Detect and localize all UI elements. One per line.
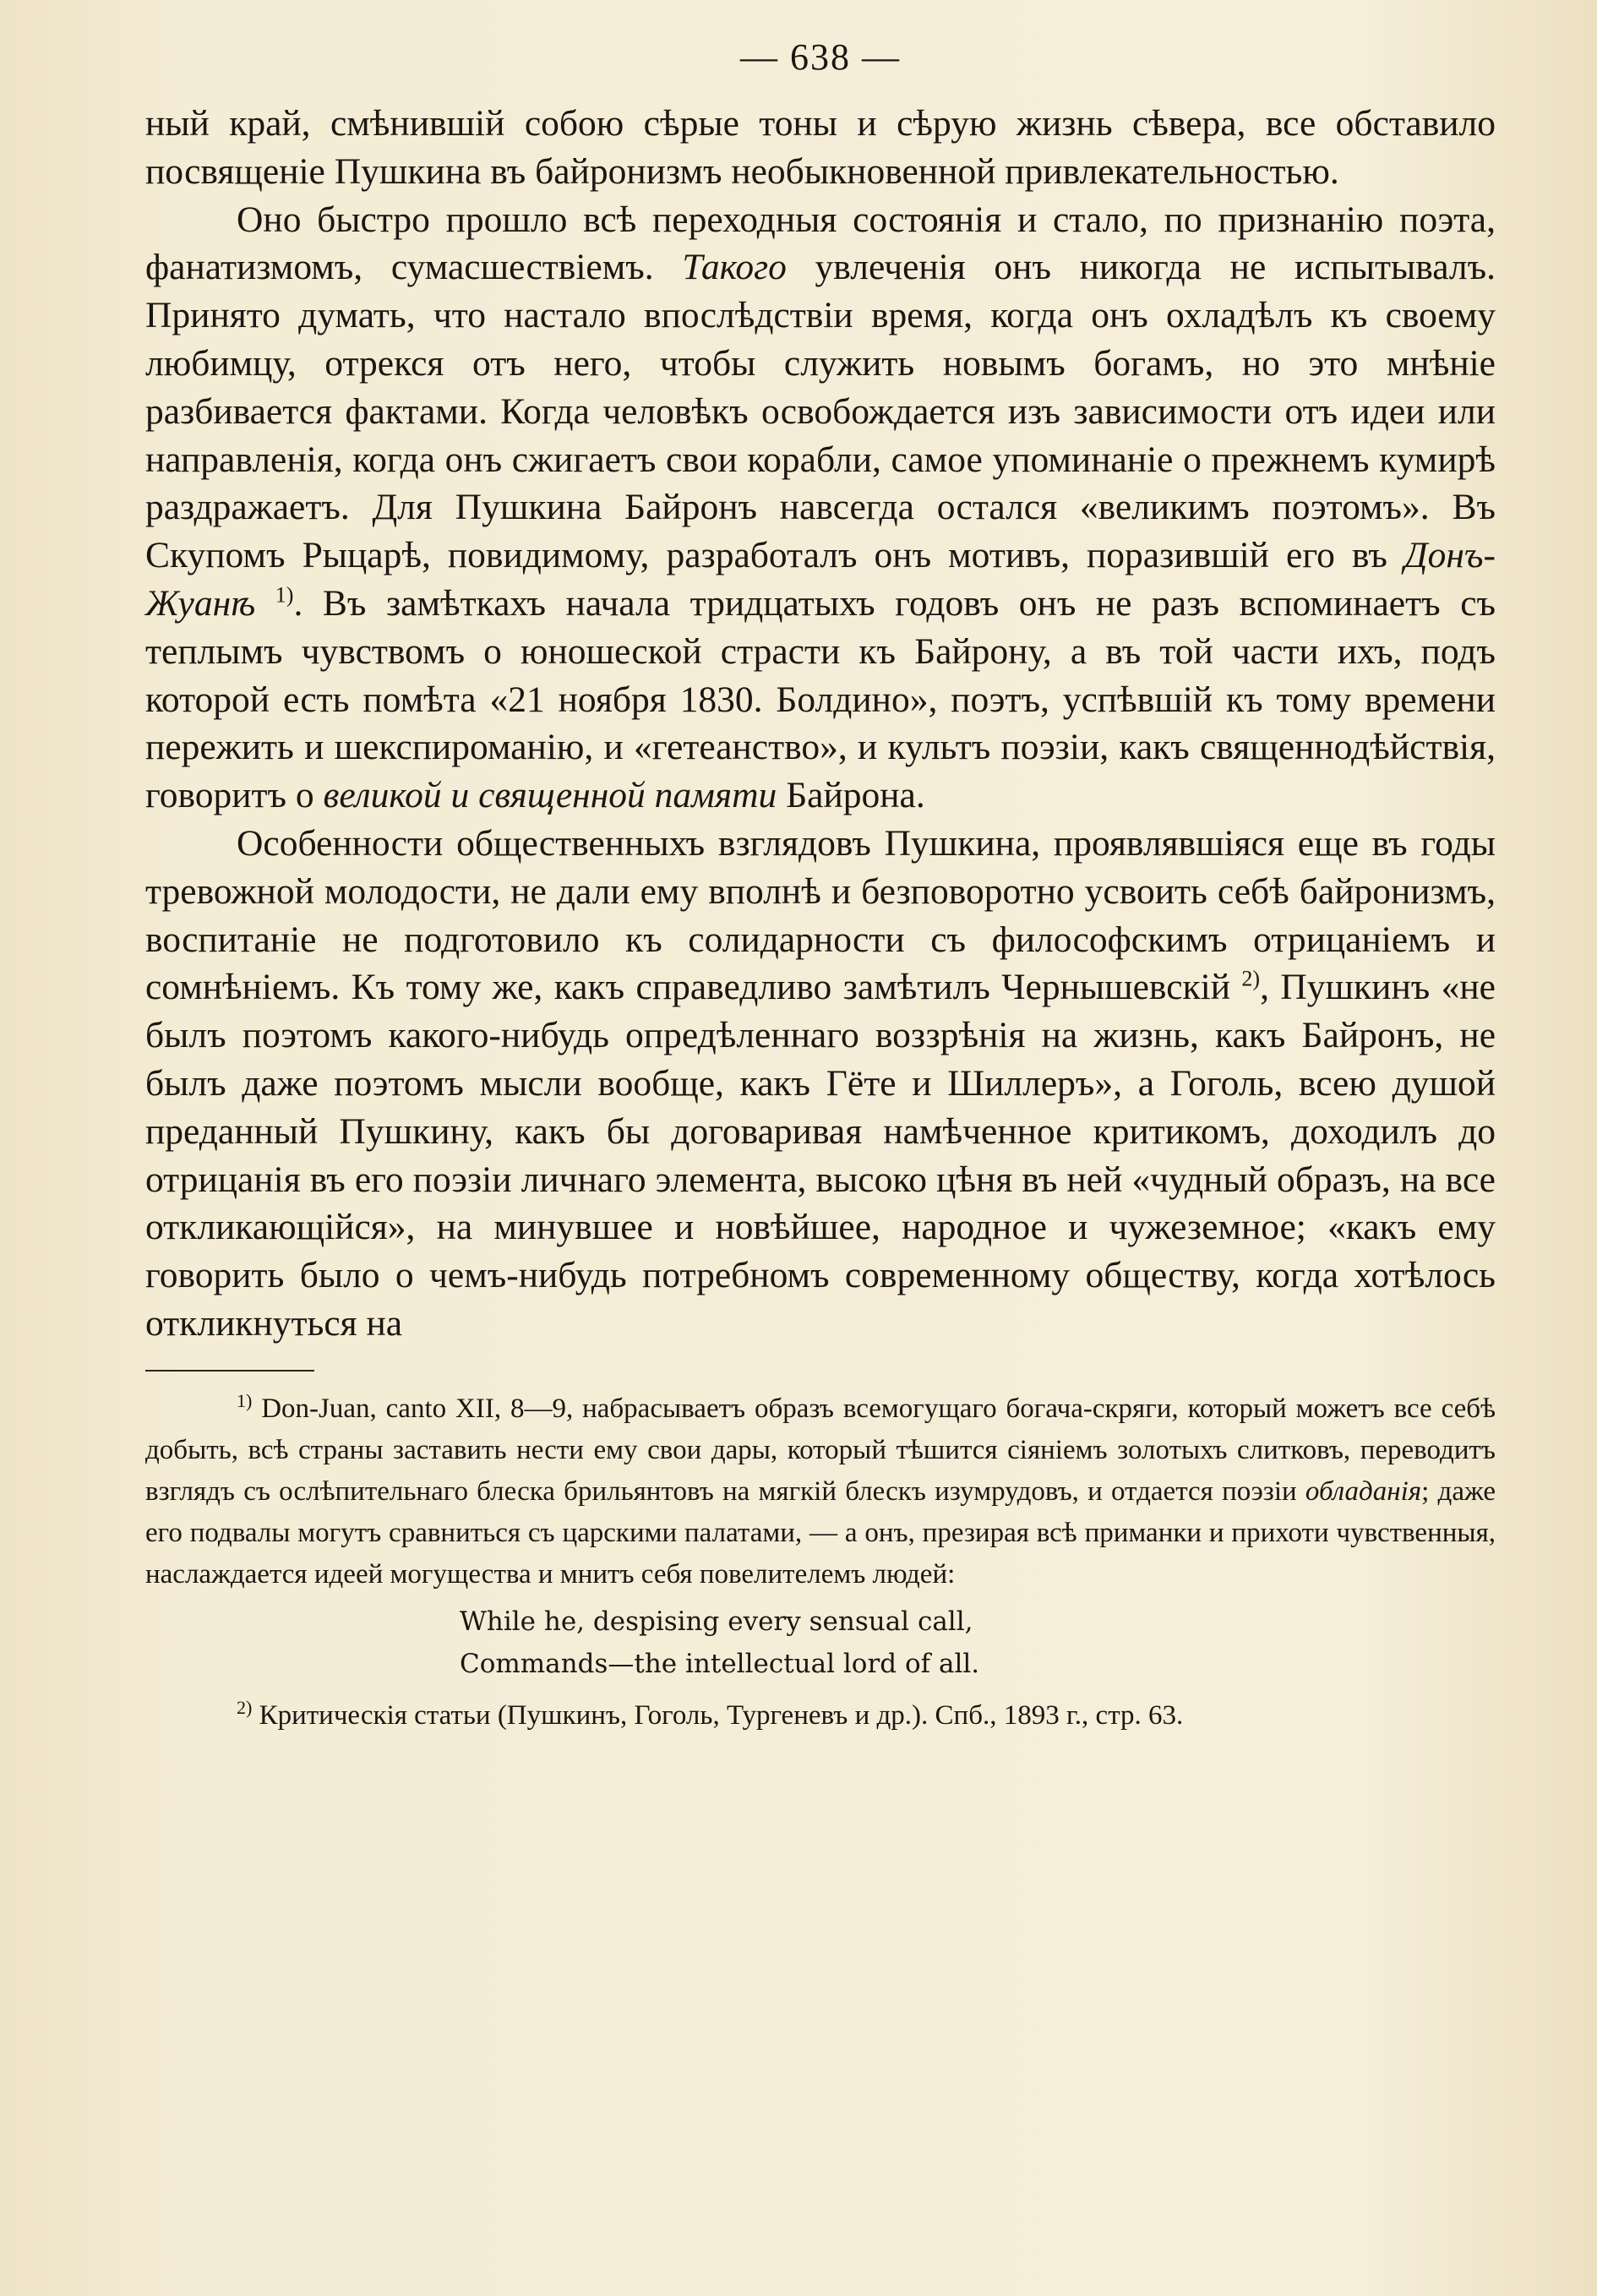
text-run: Оно быстро прошло всѣ переходныя состоянія и стало, по признанію поэта, фанатизмомъ, сумасшествіемъ. xyxy=(145,199,1496,288)
footnote-2-text: Критическія статьи (Пушкинъ, Гоголь, Тургеневъ и др.). Спб., 1893 г., стр. 63. xyxy=(252,1699,1184,1731)
paragraph-2 xyxy=(145,196,1496,820)
footnote-reference: 1) xyxy=(275,582,294,608)
footnote-2 xyxy=(145,1695,1496,1737)
footnote-1 xyxy=(145,1388,1496,1595)
footnote-1-quote xyxy=(460,1601,1496,1685)
paragraph-3 xyxy=(145,820,1496,1348)
footnotes xyxy=(145,1388,1496,1737)
main-text xyxy=(145,100,1496,1348)
text-run: Особенности общественныхъ взглядовъ Пушкина, проявлявшіяся еще въ годы тревожной молодости, не дали ему вполнѣ и безповоротно усвоить себѣ байронизмъ, воспитаніе не подготовило къ солидарности съ философскимъ отрицаніемъ и сомнѣніемъ. Къ тому же, какъ справедливо замѣтилъ Чернышевскій xyxy=(145,822,1496,1008)
page-number: — 638 — xyxy=(740,36,901,78)
footnote-2-mark: 2) xyxy=(237,1696,253,1718)
text-run: ный край, смѣнившій собою сѣрые тоны и сѣрую жизнь сѣвера, все обставило посвященіе Пушкина въ байронизмъ необыкновенной привлекательностью. xyxy=(145,103,1496,192)
paragraph-1 xyxy=(145,100,1496,196)
italic-text: обладанія xyxy=(1305,1475,1422,1507)
quote-line-2: Commands—the intellectual lord of all. xyxy=(460,1648,980,1679)
quote-line-1: While he, despising every sensual call, xyxy=(460,1606,973,1637)
footnote-reference: 2) xyxy=(1241,966,1261,991)
footnote-1-mark: 1) xyxy=(237,1389,253,1411)
text-run: Don-Juan, canto XII, 8—9, набрасываетъ образъ всемогущаго богача-скряги, который можетъ все себѣ добыть, всѣ страны заставить нести ему свои дары, который тѣшится сіяніемъ золотыхъ слитковъ, переводитъ взглядъ съ ослѣпительнаго блеска брильянтовъ на мягкій блескъ изумрудовъ, и отдается поэзіи xyxy=(145,1393,1496,1507)
text-run xyxy=(255,583,275,624)
footnote-divider xyxy=(145,1370,314,1372)
text-run: , Пушкинъ «не былъ поэтомъ какого-нибудь опредѣленнаго воззрѣнія на жизнь, какъ Байронъ, не былъ даже поэтомъ мысли вообще, какъ Гёте и Шиллеръ», а Гоголь, всею душой преданный Пушкину, какъ бы договаривая намѣченное критикомъ, доходилъ до отрицанія въ его поэзіи личнаго элемента, высоко цѣня въ ней «чудный образъ, на все откликающійся», на минувшее и новѣйшее, народное и чужеземное; «какъ ему говорить было о чемъ-нибудь потребномъ современному обществу, когда хотѣлось откликнуться на xyxy=(145,967,1496,1344)
text-run: ; даже его подвалы могутъ сравниться съ царскими палатами, — а онъ, презирая всѣ приманки и прихоти чувственныя, наслаждается идеей могущества и мнитъ себя повелителемъ людей: xyxy=(145,1475,1496,1590)
text-run: увлеченія онъ никогда не испытывалъ. Принято думать, что настало впослѣдствіи время, когда онъ охладѣлъ къ своему любимцу, отрекся отъ него, чтобы служить новымъ богамъ, но это мнѣніе разбивается фактами. Когда человѣкъ освобождается изъ зависимости отъ идеи или направленія, когда онъ сжигаетъ свои корабли, самое упоминаніе о прежнемъ кумирѣ раздражаетъ. Для Пушкина Байронъ навсегда остался «великимъ поэтомъ». Въ Скупомъ Рыцарѣ, повидимому, разработалъ онъ мотивъ, поразившій его въ xyxy=(145,247,1496,576)
text-run: Байрона. xyxy=(777,775,925,816)
text-run: . Въ замѣткахъ начала тридцатыхъ годовъ онъ не разъ вспоминаетъ съ теплымъ чувствомъ о юношеской страсти къ Байрону, а въ той части ихъ, подъ которой есть помѣта «21 ноября 1830. Болдино», поэтъ, успѣвшій къ тому времени пережить и шекспироманію, и «гетеанство», и культъ поэзіи, какъ священнодѣйствія, говоритъ о xyxy=(145,582,1496,816)
italic-text: Такого xyxy=(682,247,787,288)
italic-text: великой и священной памяти xyxy=(323,775,777,816)
footnote-1-text xyxy=(145,1393,1496,1590)
italic-text: Донъ-Жуанѣ xyxy=(145,535,1496,624)
